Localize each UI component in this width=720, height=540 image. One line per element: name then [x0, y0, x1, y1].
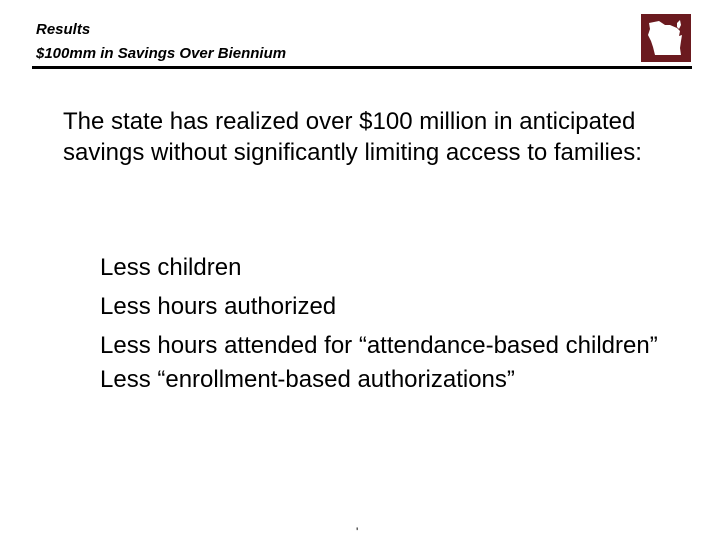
footer-mark: ': [356, 525, 359, 539]
section-title: Results: [36, 21, 91, 38]
header-divider: [32, 66, 692, 69]
slide-header: [36, 18, 286, 66]
wisconsin-map-icon: [641, 14, 691, 62]
slide-subtitle: $100mm in Savings Over Biennium: [36, 45, 287, 62]
list-item: Less hours attended for “attendance-based children”: [100, 332, 658, 359]
savings-factor-list: [100, 252, 690, 403]
list-item: Less children: [100, 254, 242, 281]
intro-paragraph: The state has realized over $100 million in anticipated savings without significantly limiting access to families:: [63, 108, 642, 166]
list-item: Less hours authorized: [100, 293, 337, 320]
list-item: Less “enrollment-based authorizations”: [100, 366, 515, 393]
